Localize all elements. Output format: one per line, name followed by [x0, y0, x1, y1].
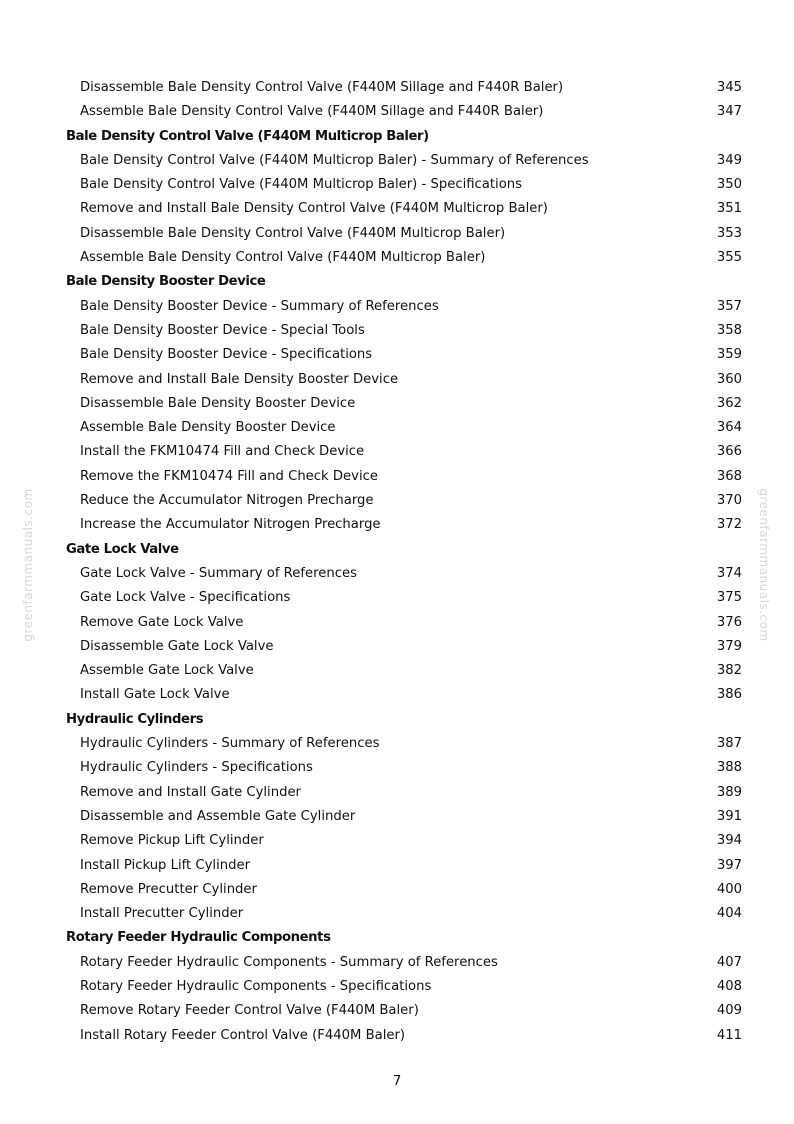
entry-page-number: 364	[716, 420, 742, 436]
entry-title: Rotary Feeder Hydraulic Components - Summary of References	[80, 954, 498, 970]
toc-entry[interactable]	[66, 513, 742, 537]
toc-entry[interactable]	[66, 149, 742, 173]
entry-title: Disassemble Gate Lock Valve	[80, 638, 274, 654]
watermark-right: greenfarmmanuals.com	[757, 488, 771, 642]
entry-page-number: 375	[716, 590, 742, 606]
entry-title: Increase the Accumulator Nitrogen Precharge	[80, 517, 381, 533]
toc-entry[interactable]	[66, 100, 742, 124]
entry-title: Install Gate Lock Valve	[80, 687, 230, 703]
entry-title: Bale Density Booster Device - Special Tools	[80, 322, 365, 338]
toc-entry[interactable]	[66, 854, 742, 878]
entry-title: Install Rotary Feeder Control Valve (F440M Baler)	[80, 1027, 406, 1043]
entry-title: Disassemble Bale Density Booster Device	[80, 395, 356, 411]
entry-title: Remove and Install Gate Cylinder	[80, 784, 301, 800]
toc-entry[interactable]	[66, 756, 742, 780]
entry-page-number: 404	[716, 906, 742, 922]
entry-title: Remove Gate Lock Valve	[80, 614, 244, 630]
entry-title: Gate Lock Valve - Summary of References	[80, 565, 357, 581]
entry-page-number: 391	[716, 808, 742, 824]
section-title: Rotary Feeder Hydraulic Components	[66, 930, 331, 946]
toc-section-heading[interactable]	[66, 125, 742, 149]
entry-title: Install Precutter Cylinder	[80, 906, 244, 922]
toc-entry[interactable]	[66, 222, 742, 246]
toc-entry[interactable]	[66, 586, 742, 610]
entry-page-number: 357	[716, 298, 742, 314]
entry-page-number: 345	[716, 80, 742, 95]
entry-page-number: 347	[716, 104, 742, 120]
entry-title: Disassemble Bale Density Control Valve (F440M Sillage and F440R Baler)	[80, 80, 564, 95]
entry-title: Remove and Install Bale Density Control Valve (F440M Multicrop Baler)	[80, 201, 548, 217]
entry-title: Remove Precutter Cylinder	[80, 881, 257, 897]
entry-page-number: 400	[716, 881, 742, 897]
entry-page-number: 350	[716, 177, 742, 193]
toc-entry[interactable]	[66, 999, 742, 1023]
entry-page-number: 370	[716, 493, 742, 509]
entry-page-number: 359	[716, 347, 742, 363]
entry-title: Reduce the Accumulator Nitrogen Precharge	[80, 493, 374, 509]
toc-entry[interactable]	[66, 562, 742, 586]
entry-page-number: 387	[716, 736, 742, 752]
table-of-contents	[66, 76, 742, 1048]
toc-section-heading[interactable]	[66, 270, 742, 294]
entry-page-number: 374	[716, 565, 742, 581]
entry-page-number: 372	[716, 517, 742, 533]
entry-page-number: 366	[716, 444, 742, 460]
section-title: Gate Lock Valve	[66, 541, 179, 557]
toc-entry[interactable]	[66, 951, 742, 975]
section-title: Bale Density Control Valve (F440M Multicrop Baler)	[66, 128, 429, 144]
entry-title: Bale Density Control Valve (F440M Multicrop Baler) - Specifications	[80, 177, 523, 193]
toc-section-heading[interactable]	[66, 538, 742, 562]
toc-entry[interactable]	[66, 173, 742, 197]
entry-title: Rotary Feeder Hydraulic Components - Specifications	[80, 978, 432, 994]
entry-title: Assemble Gate Lock Valve	[80, 663, 254, 679]
entry-page-number: 349	[716, 152, 742, 168]
entry-page-number: 407	[716, 954, 742, 970]
toc-entry[interactable]	[66, 829, 742, 853]
toc-entry[interactable]	[66, 635, 742, 659]
section-title: Hydraulic Cylinders	[66, 711, 204, 727]
entry-title: Remove and Install Bale Density Booster Device	[80, 371, 399, 387]
toc-entry[interactable]	[66, 683, 742, 707]
entry-page-number: 397	[716, 857, 742, 873]
entry-page-number: 379	[716, 638, 742, 654]
entry-page-number: 362	[716, 395, 742, 411]
entry-title: Remove the FKM10474 Fill and Check Device	[80, 468, 378, 484]
entry-page-number: 408	[716, 978, 742, 994]
entry-title: Hydraulic Cylinders - Summary of References	[80, 736, 380, 752]
entry-title: Bale Density Control Valve (F440M Multicrop Baler) - Summary of References	[80, 152, 589, 168]
entry-title: Disassemble Bale Density Control Valve (F440M Multicrop Baler)	[80, 225, 506, 241]
watermark-left: greenfarmmanuals.com	[21, 488, 35, 642]
toc-entry[interactable]	[66, 368, 742, 392]
entry-page-number: 382	[716, 663, 742, 679]
toc-entry[interactable]	[66, 319, 742, 343]
entry-page-number: 351	[716, 201, 742, 217]
toc-entry[interactable]	[66, 416, 742, 440]
toc-entry[interactable]	[66, 489, 742, 513]
toc-entry[interactable]	[66, 392, 742, 416]
toc-section-heading[interactable]	[66, 926, 742, 950]
toc-entry[interactable]	[66, 611, 742, 635]
entry-title: Disassemble and Assemble Gate Cylinder	[80, 808, 356, 824]
entry-title: Assemble Bale Density Control Valve (F440M Sillage and F440R Baler)	[80, 104, 544, 120]
entry-page-number: 368	[716, 468, 742, 484]
entry-page-number: 388	[716, 760, 742, 776]
toc-entry[interactable]	[66, 465, 742, 489]
entry-title: Remove Rotary Feeder Control Valve (F440M Baler)	[80, 1003, 419, 1019]
entry-title: Install the FKM10474 Fill and Check Device	[80, 444, 365, 460]
toc-entry[interactable]	[66, 343, 742, 367]
entry-title: Bale Density Booster Device - Specifications	[80, 347, 373, 363]
section-title: Bale Density Booster Device	[66, 274, 266, 290]
toc-entry[interactable]	[66, 732, 742, 756]
toc-entry[interactable]	[66, 975, 742, 999]
toc-entry[interactable]	[66, 197, 742, 221]
toc-entry[interactable]	[66, 781, 742, 805]
toc-entry[interactable]	[66, 878, 742, 902]
toc-entry[interactable]	[66, 295, 742, 319]
entry-page-number: 353	[716, 225, 742, 241]
page-number: 7	[392, 1073, 402, 1089]
toc-entry[interactable]	[66, 440, 742, 464]
entry-page-number: 409	[716, 1003, 742, 1019]
entry-page-number: 411	[716, 1027, 742, 1043]
entry-title: Assemble Bale Density Control Valve (F440M Multicrop Baler)	[80, 250, 486, 266]
entry-title: Hydraulic Cylinders - Specifications	[80, 760, 313, 776]
entry-page-number: 355	[716, 250, 742, 266]
entry-page-number: 360	[716, 371, 742, 387]
entry-page-number: 386	[716, 687, 742, 703]
toc-entry[interactable]	[66, 659, 742, 683]
entry-page-number: 394	[716, 833, 742, 849]
entry-page-number: 376	[716, 614, 742, 630]
entry-title: Assemble Bale Density Booster Device	[80, 420, 336, 436]
entry-page-number: 389	[716, 784, 742, 800]
toc-entry[interactable]	[66, 805, 742, 829]
toc-entry[interactable]	[66, 76, 742, 100]
toc-entry[interactable]	[66, 1024, 742, 1048]
toc-entry[interactable]	[66, 246, 742, 270]
toc-section-heading[interactable]	[66, 708, 742, 732]
toc-entry[interactable]	[66, 902, 742, 926]
entry-title: Install Pickup Lift Cylinder	[80, 857, 251, 873]
entry-title: Gate Lock Valve - Specifications	[80, 590, 291, 606]
entry-page-number: 358	[716, 322, 742, 338]
entry-title: Bale Density Booster Device - Summary of References	[80, 298, 439, 314]
entry-title: Remove Pickup Lift Cylinder	[80, 833, 264, 849]
